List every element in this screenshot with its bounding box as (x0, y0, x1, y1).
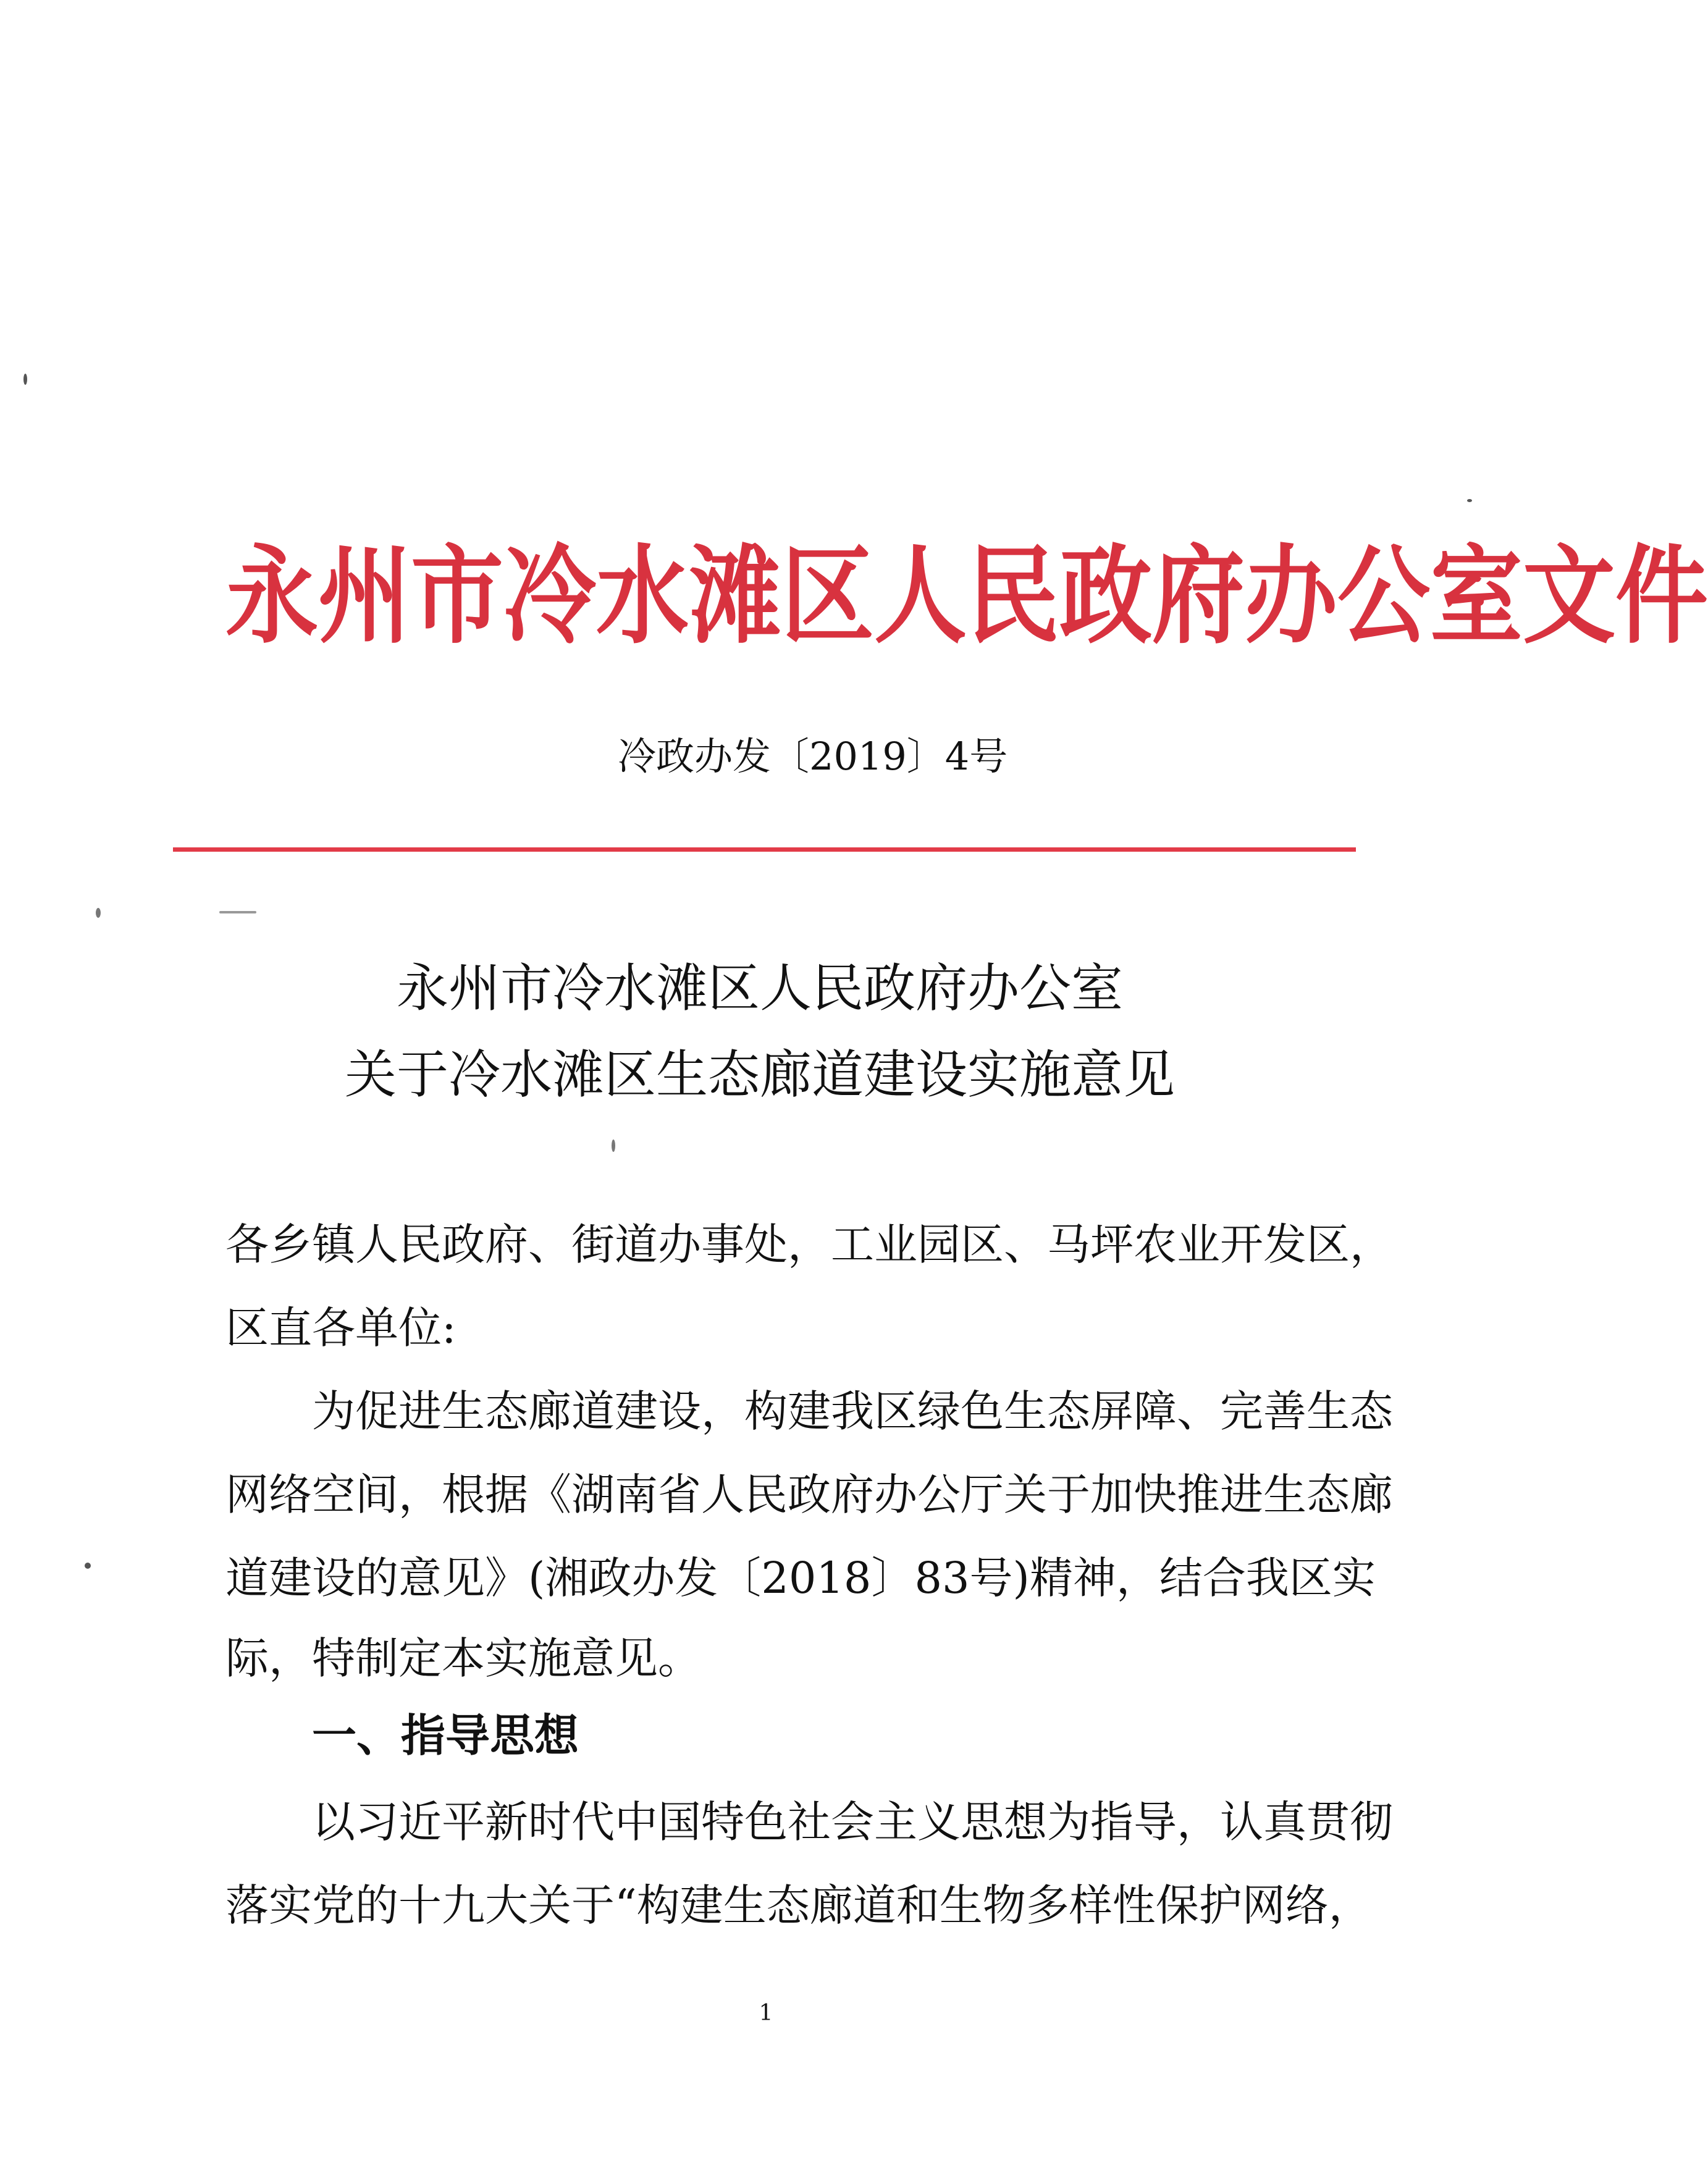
red-divider-rule (173, 847, 1356, 852)
intro-paragraph-line-2: 网络空间，根据《湖南省人民政府办公厅关于加快推进生态廊 (225, 1469, 1393, 1520)
page-number: 1 (759, 2000, 773, 2026)
section1-paragraph-line-2: 落实党的十九大关于“构建生态廊道和生物多样性保护网络， (225, 1880, 1372, 1931)
intro-paragraph-line-1: 为促进生态廊道建设，构建我区绿色生态屏障、完善生态 (312, 1386, 1393, 1437)
scan-speck (1467, 499, 1472, 502)
scan-speck (612, 1140, 615, 1152)
document-title-line-1: 永州市冷水滩区人民政府办公室 (396, 958, 1123, 1018)
scan-speck (96, 908, 101, 918)
recipients-line-2: 区直各单位: (225, 1303, 456, 1353)
document-title-line-2: 关于冷水滩区生态廊道建设实施意见 (344, 1044, 1175, 1105)
issuing-office-header: 永州市冷水滩区人民政府办公室文件 (225, 533, 1708, 659)
intro-paragraph-line-3: 道建设的意见》(湘政办发〔2018〕83号)精神，结合我区实 (225, 1553, 1376, 1603)
section-heading-guiding-ideology: 一、指导思想 (312, 1710, 579, 1761)
document-number: 冷政办发〔2019〕4号 (618, 734, 1008, 779)
scan-speck (85, 1563, 91, 1569)
intro-paragraph-line-4: 际，特制定本实施意见。 (225, 1633, 701, 1684)
recipients-line-1: 各乡镇人民政府、街道办事处，工业园区、马坪农业开发区， (225, 1219, 1393, 1270)
scan-speck (219, 911, 256, 913)
scan-speck (23, 374, 27, 385)
section1-paragraph-line-1: 以习近平新时代中国特色社会主义思想为指导，认真贯彻 (312, 1797, 1393, 1847)
